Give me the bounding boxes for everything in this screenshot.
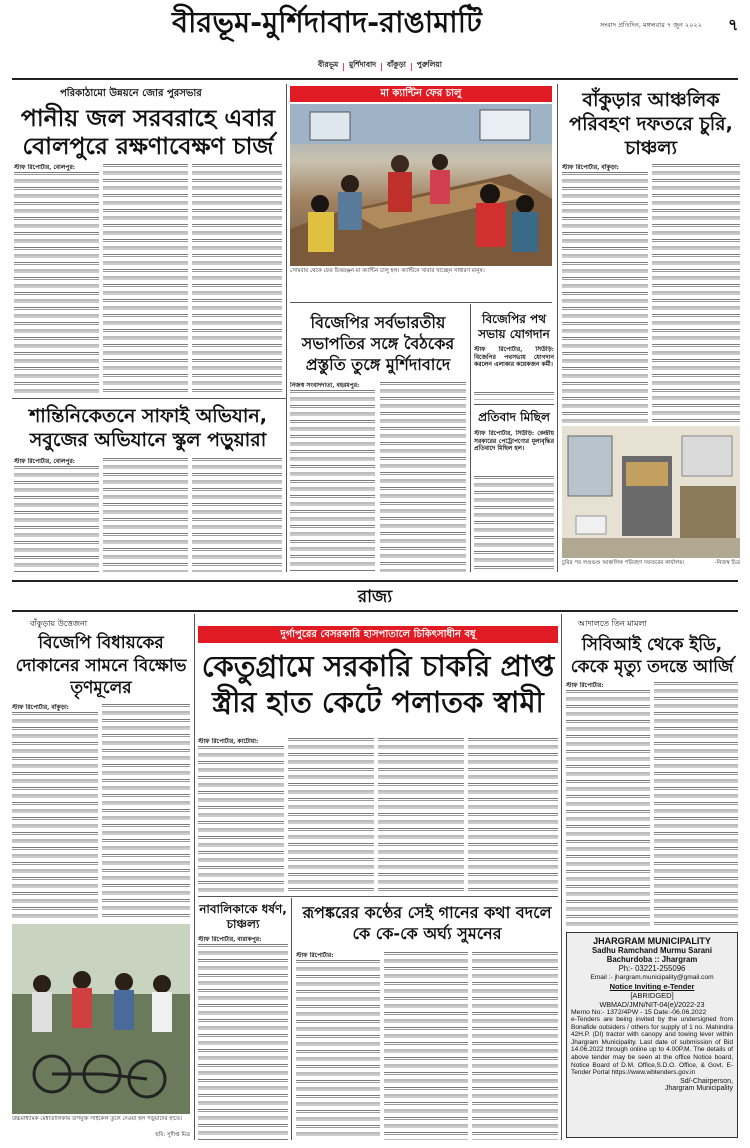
- top-left-byline: স্টাফ রিপোর্টার, বোলপুর:: [14, 164, 75, 171]
- transport-photo-credit: -নিজস্ব চিত্র: [714, 560, 740, 566]
- rajya-left-byline: স্টাফ রিপোর্টার, বাঁকুড়া:: [12, 704, 69, 711]
- masthead-district-strip: [318, 60, 442, 72]
- story-divider: [198, 896, 558, 897]
- transport-theft-text-col2: [652, 164, 740, 424]
- district-birbhum: বীরভূম: [318, 60, 339, 69]
- rajya-left-kicker: বাঁকুড়ায় উত্তেজনা: [30, 619, 88, 628]
- cbi-byline: স্টাফ রিপোর্টার:: [566, 682, 604, 689]
- cbi-text-col1: [566, 690, 650, 928]
- ketugram-text-col2: [288, 738, 374, 892]
- masthead: [0, 0, 750, 80]
- district-murshidabad: মুর্শিদাবাদ: [348, 60, 377, 69]
- masthead-rule: [12, 78, 738, 80]
- cbi-headline: সিবিআই থেকে ইডি, কেকে মৃত্যু তদন্তে আর্জি: [570, 635, 734, 677]
- canteen-caption: সোমবার থেকে ফের চিত্তরঞ্জন মা ক্যান্টিন চালু হল। ক্যান্টিনে খাবার খাচ্ছেন সাধারণ মানুষ।: [290, 268, 485, 274]
- canteen-band: মা ক্যান্টিন ফের চালু: [290, 86, 552, 102]
- col-divider: [291, 898, 292, 1140]
- top-left-text-col2: [103, 164, 188, 394]
- cycle-caption: উচ্চমাধ্যমিক মেধাতালিকায় উপযুক্ত সাইকেল তুলে দেওয়া হল পড়ুয়াদের হাতে।: [12, 1116, 183, 1122]
- transport-theft-caption: চুরির পর লণ্ডভণ্ড আঞ্চলিক পরিবহণ দফতরের কার্যালয়।: [562, 560, 685, 566]
- advert-phone: Ph:- 03221-255096: [618, 964, 686, 973]
- bjp-meeting-headline: বিজেপির সর্বভারতীয় সভাপতির সঙ্গে বৈঠকের প্রস্তুতি তুঙ্গে মুর্শিদাবাদে: [301, 313, 455, 374]
- transport-theft-text-col1: [562, 172, 648, 424]
- rajya-left-text-col1: [12, 712, 98, 920]
- col-divider: [286, 84, 287, 572]
- cycle-distribution-photo: [12, 924, 190, 1114]
- page-number: ৭: [728, 15, 739, 34]
- ketugram-text-col4: [468, 738, 558, 892]
- advert-org: JHARGRAM MUNICIPALITY: [593, 936, 711, 946]
- nabalika-byline: স্টাফ রিপোর্টার, বারাকপুর:: [198, 936, 262, 943]
- col-divider: [470, 304, 471, 572]
- col-divider: [194, 614, 195, 1140]
- advert-notice-title: Notice Inviting e-Tender: [609, 982, 695, 991]
- rupankar-text-col2: [384, 952, 468, 1140]
- michhil-text: [474, 476, 554, 572]
- second-left-text-col3: [192, 458, 282, 572]
- transport-theft-headline: বাঁকুড়ার আঞ্চলিক পরিবহণ দফতরে চুরি, চাঞ্চল্য: [569, 89, 733, 159]
- district-separator: |: [380, 61, 383, 71]
- canteen-photo-drawing: [290, 104, 552, 266]
- rupankar-text-col3: [472, 952, 558, 1140]
- second-left-headline: শান্তিনিকেতনে সাফাই অভিযান, সবুজের অভিযানে স্কুল পড়ুয়ারা: [29, 405, 267, 451]
- top-left-kicker: পরিকাঠামো উন্নয়নে জোর পুরসভার: [60, 88, 202, 99]
- masthead-publication: সংবাদ প্রতিদিন, মঙ্গলবার ৭ জুন ২০২২: [600, 21, 702, 29]
- transport-office-photo: [562, 426, 740, 558]
- second-left-text-col2: [103, 458, 188, 572]
- advert-ref: WBMAD/JMN/NIT-04(e)/2022-23: [599, 1000, 705, 1009]
- rajya-left-headline: বিজেপি বিধায়কের দোকানের সামনে বিক্ষোভ তৃণমূলের: [15, 633, 187, 698]
- story-divider: [12, 398, 286, 399]
- top-left-text-col1: [14, 172, 99, 394]
- transport-office-drawing: [562, 426, 740, 558]
- bjp-meeting-text-col1: [290, 390, 375, 572]
- michhil-lead: স্টাফ রিপোর্টার, সিউড়ি: কেন্দ্রীয় সরকারের পেট্রোপণ্যের মূল্যবৃদ্ধির প্রতিবাদে মিছিল হল।: [474, 430, 554, 453]
- rupankar-text-col1: [296, 960, 380, 1140]
- advert-sign2: Jhargram Municipality: [664, 1084, 733, 1092]
- cbi-text-col2: [654, 682, 738, 928]
- advert-abridged: [ABRIDGED]: [630, 991, 674, 1000]
- advert-body: e-Tenders are being invited by the undersigned from Bonafide outsiders / others for supply of 1 no. Mahindra 42H.P. (DI) tractor with canopy and towing lever within Jhargram Municipality. Last date of submission of Bid 14.06.2022 through online up to 4.00P.M. The details of above tender may be seen at the office Notice board, Notice Board of D.M. Office,S.D.O. Office, & Govt. E-Tender Portal https://www.wbtenders.gov.in: [571, 1016, 733, 1077]
- nabalika-headline: নাবালিকাকে ধর্ষণ, চাঞ্চল্য: [199, 902, 287, 931]
- advert-email: Email :- jhargram.municipality@gmail.com: [590, 974, 714, 981]
- section-rajya: রাজ্য: [357, 587, 393, 607]
- top-left-headline: পানীয় জল সরবরাহে এবার বোলপুরে রক্ষণাবেক্ষণ চার্জ: [20, 104, 276, 160]
- nabalika-text: [198, 944, 288, 1140]
- advert-address1: Sadhu Ramchand Murmu Sarani: [591, 946, 712, 955]
- second-left-byline: স্টাফ রিপোর্টার, বোলপুর:: [14, 458, 75, 465]
- section-rule: [12, 580, 738, 582]
- sabha-lead: স্টাফ রিপোর্টার, সিউড়ি: বিজেপির পথসভায় যোগদান করলেন এলাকার কয়েকজন কর্মী।: [474, 346, 554, 369]
- advert-address2: Bachurdoba :: Jhargram: [606, 955, 698, 964]
- story-divider: [290, 302, 552, 303]
- transport-theft-byline: স্টাফ রিপোর্টার, বাঁকুড়া:: [562, 164, 619, 171]
- second-left-text-col1: [14, 466, 99, 572]
- rajya-right-kicker: আদালতে তিন মামলা: [578, 619, 647, 628]
- section-rule: [12, 610, 738, 612]
- bjp-meeting-byline: নিজস্ব সংবাদদাতা, বহরমপুর:: [290, 382, 360, 389]
- ketugram-text-col3: [378, 738, 464, 892]
- michhil-headline: প্রতিবাদ মিছিল: [478, 410, 550, 424]
- hospital-band: দুর্গাপুরের বেসরকারি হাসপাতালে চিকিৎসাধীন বধূ: [198, 626, 558, 643]
- advert-sign1: Sd/-Chairperson,: [680, 1077, 733, 1085]
- masthead-title: বীরভূম-মুর্শিদাবাদ-রাঙামাটি: [172, 5, 482, 39]
- top-left-text-col3: [192, 164, 282, 394]
- district-purulia: পুরুলিয়া: [416, 60, 442, 69]
- sabha-headline: বিজেপির পথ সভায় যোগদান: [478, 312, 550, 341]
- district-separator: |: [342, 61, 345, 71]
- advert-memo: Memo No:- 1372/4PW - 15 Date:-06.06.2022: [571, 1009, 707, 1016]
- rupankar-headline: রূপঙ্করের কণ্ঠের সেই গানের কথা বদলে কে কে-কে অর্ঘ্য সুমনের: [302, 903, 552, 943]
- rupankar-byline: স্টাফ রিপোর্টার:: [296, 952, 334, 959]
- col-divider: [561, 614, 562, 1140]
- ketugram-headline: কেতুগ্রামে সরকারি চাকরি প্রাপ্ত স্ত্রীর হাত কেটে পলাতক স্বামী: [201, 649, 555, 719]
- jhargram-tender-advert: [566, 932, 738, 1138]
- cycle-photo-drawing: [12, 924, 190, 1114]
- bjp-meeting-text-col2: [380, 382, 466, 572]
- col-divider: [557, 84, 558, 572]
- sabha-text: [474, 392, 554, 400]
- cycle-photo-credit: ছবি: সুদীপ্ত মিত্র: [155, 1132, 190, 1138]
- canteen-photo: [290, 104, 552, 266]
- ketugram-byline: স্টাফ রিপোর্টার, কাটোয়া:: [198, 738, 259, 745]
- district-bankura: বাঁকুড়া: [386, 60, 406, 69]
- story-divider: [474, 404, 554, 405]
- district-separator: |: [410, 61, 413, 71]
- rajya-left-text-col2: [102, 704, 190, 920]
- ketugram-text-col1: [198, 746, 284, 892]
